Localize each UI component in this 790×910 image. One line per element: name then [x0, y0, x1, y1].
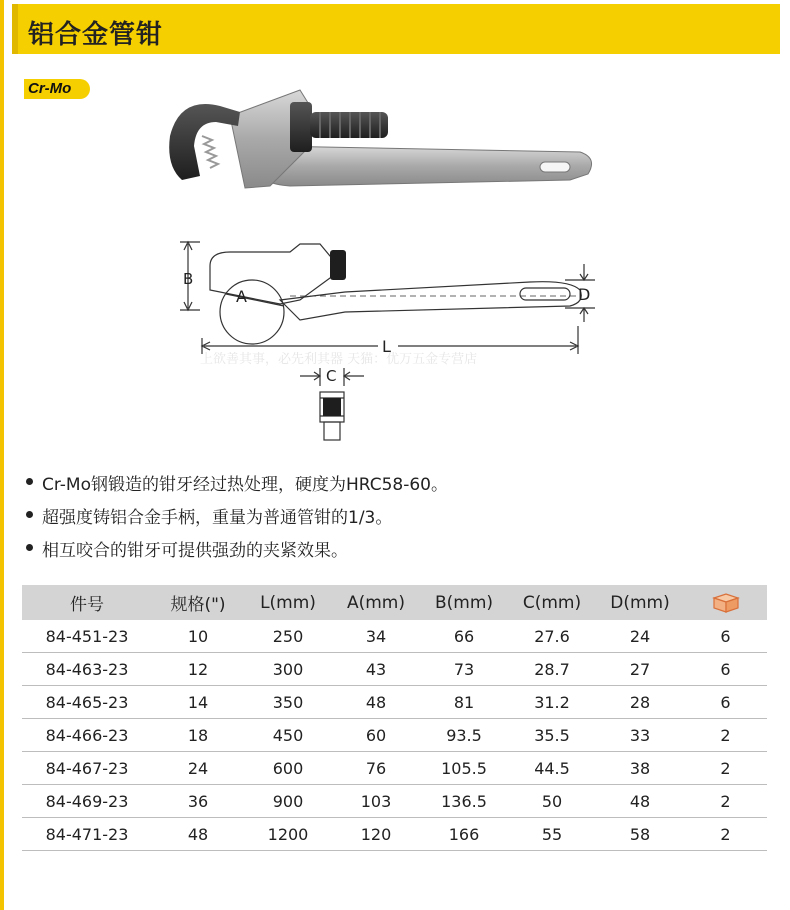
left-accent-edge [0, 0, 4, 910]
table-cell: 600 [244, 752, 332, 785]
table-cell: 105.5 [420, 752, 508, 785]
table-cell: 166 [420, 818, 508, 851]
table-cell: 27.6 [508, 620, 596, 653]
spec-table [22, 585, 767, 851]
table-cell: 84-465-23 [22, 686, 152, 719]
feature-item [22, 536, 448, 569]
bullet-icon [26, 544, 33, 551]
dim-d-label: D [578, 285, 591, 304]
table-cell: 84-463-23 [22, 653, 152, 686]
table-cell: 2 [684, 719, 767, 752]
table-cell: 73 [420, 653, 508, 686]
table-cell: 33 [596, 719, 684, 752]
table-cell: 12 [152, 653, 244, 686]
feature-text: Cr-Mo钢锻造的钳牙经过热处理，硬度为HRC58-60。 [42, 475, 448, 495]
table-cell: 10 [152, 620, 244, 653]
table-cell: 55 [508, 818, 596, 851]
col-header-size: 规格(") [152, 585, 244, 620]
material-badge [24, 79, 90, 99]
table-row [22, 719, 767, 752]
feature-text: 相互咬合的钳牙可提供强劲的夹紧效果。 [42, 541, 348, 561]
table-cell: 2 [684, 785, 767, 818]
table-row [22, 653, 767, 686]
col-header-l: L(mm) [244, 585, 332, 620]
table-row [22, 785, 767, 818]
table-cell: 60 [332, 719, 420, 752]
table-cell: 31.2 [508, 686, 596, 719]
feature-list [22, 470, 448, 569]
table-cell: 6 [684, 620, 767, 653]
table-cell: 36 [152, 785, 244, 818]
table-cell: 35.5 [508, 719, 596, 752]
table-cell: 120 [332, 818, 420, 851]
pipe-wrench-photo [160, 76, 600, 206]
table-cell: 34 [332, 620, 420, 653]
dim-a-label: A [236, 287, 247, 306]
table-cell: 44.5 [508, 752, 596, 785]
feature-item [22, 503, 448, 536]
table-cell: 84-467-23 [22, 752, 152, 785]
table-cell: 900 [244, 785, 332, 818]
table-cell: 24 [596, 620, 684, 653]
table-cell: 450 [244, 719, 332, 752]
table-cell: 84-469-23 [22, 785, 152, 818]
table-cell: 66 [420, 620, 508, 653]
dim-b-label: B [183, 270, 194, 288]
table-cell: 300 [244, 653, 332, 686]
table-cell: 76 [332, 752, 420, 785]
table-cell: 58 [596, 818, 684, 851]
table-cell: 50 [508, 785, 596, 818]
package-box-icon [711, 592, 741, 614]
table-cell: 84-471-23 [22, 818, 152, 851]
table-cell: 14 [152, 686, 244, 719]
bullet-icon [26, 511, 33, 518]
table-cell: 6 [684, 686, 767, 719]
dim-l-label: L [382, 337, 391, 356]
table-cell: 2 [684, 818, 767, 851]
table-cell: 2 [684, 752, 767, 785]
col-header-part-no: 件号 [22, 585, 152, 620]
title-stripe [12, 4, 18, 54]
table-cell: 27 [596, 653, 684, 686]
table-cell: 38 [596, 752, 684, 785]
dim-c-label: C [326, 367, 337, 385]
table-cell: 103 [332, 785, 420, 818]
table-row [22, 818, 767, 851]
table-cell: 93.5 [420, 719, 508, 752]
table-cell: 136.5 [420, 785, 508, 818]
table-cell: 84-451-23 [22, 620, 152, 653]
table-cell: 48 [152, 818, 244, 851]
table-cell: 84-466-23 [22, 719, 152, 752]
table-header-row [22, 585, 767, 620]
dimension-drawing [170, 230, 610, 450]
table-row [22, 686, 767, 719]
col-header-b: B(mm) [420, 585, 508, 620]
col-header-d: D(mm) [596, 585, 684, 620]
table-cell: 48 [596, 785, 684, 818]
page-title: 铝合金管钳 [28, 20, 164, 50]
table-row [22, 752, 767, 785]
table-cell: 48 [332, 686, 420, 719]
table-cell: 6 [684, 653, 767, 686]
col-header-a: A(mm) [332, 585, 420, 620]
table-cell: 81 [420, 686, 508, 719]
table-cell: 43 [332, 653, 420, 686]
col-header-pack [684, 585, 767, 620]
material-badge-label: Cr-Mo [28, 80, 72, 97]
table-cell: 350 [244, 686, 332, 719]
table-cell: 24 [152, 752, 244, 785]
table-cell: 250 [244, 620, 332, 653]
col-header-c: C(mm) [508, 585, 596, 620]
table-row [22, 620, 767, 653]
table-cell: 18 [152, 719, 244, 752]
watermark-text: 上欲善其事，必先利其器 天猫：优万五金专营店 [200, 352, 478, 367]
feature-text: 超强度铸铝合金手柄，重量为普通管钳的1/3。 [42, 508, 393, 528]
table-cell: 1200 [244, 818, 332, 851]
table-cell: 28.7 [508, 653, 596, 686]
feature-item [22, 470, 448, 503]
title-bar [12, 4, 780, 54]
bullet-icon [26, 478, 33, 485]
table-cell: 28 [596, 686, 684, 719]
